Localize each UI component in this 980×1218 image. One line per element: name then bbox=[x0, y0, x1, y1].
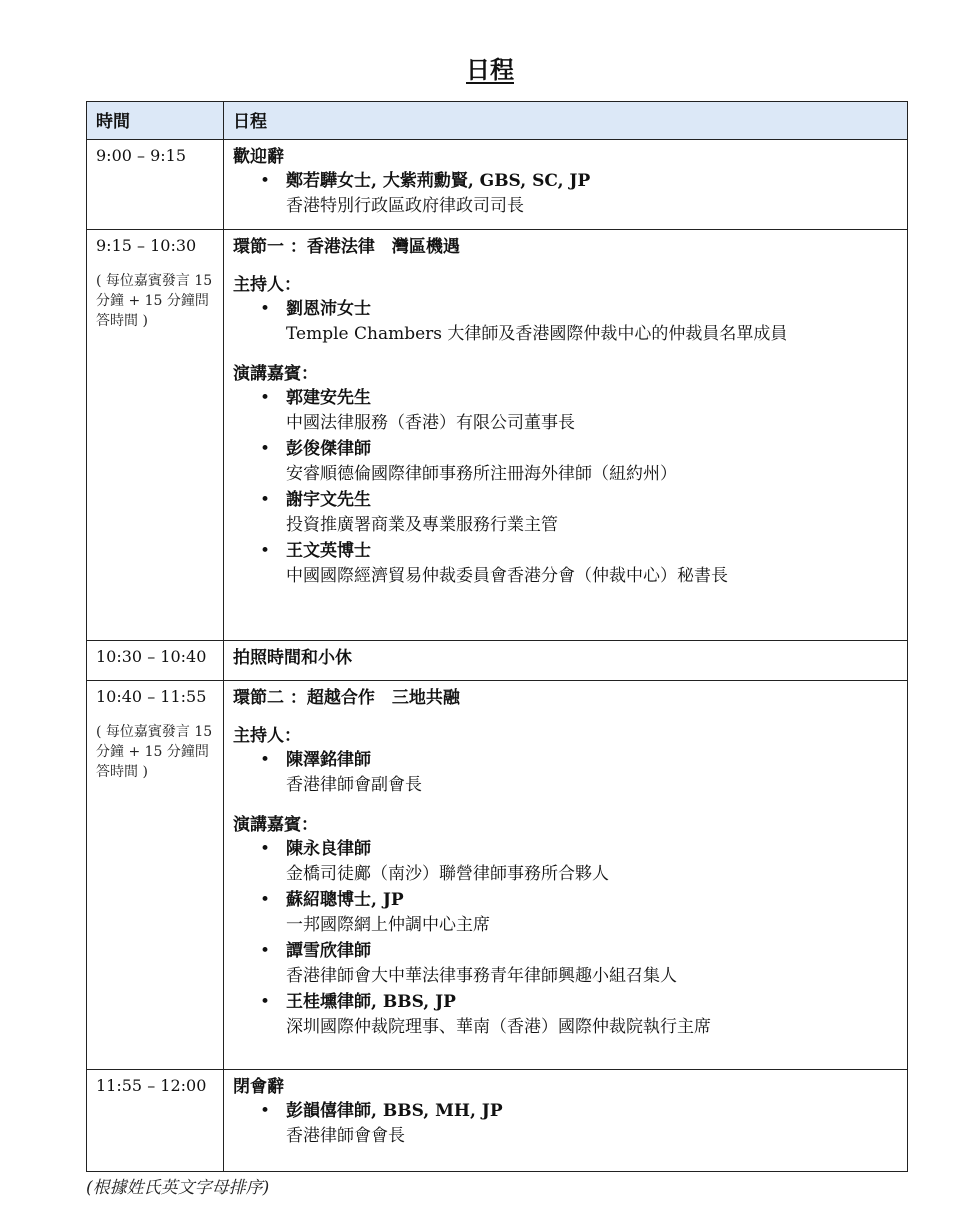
table-header-row bbox=[87, 102, 908, 140]
bullet-icon: • bbox=[260, 171, 271, 191]
bullet-icon: • bbox=[260, 299, 271, 319]
time-cell bbox=[87, 641, 224, 681]
speaker-list bbox=[233, 836, 898, 1040]
host-list bbox=[233, 296, 898, 347]
person-name: 蘇紹聰博士, JP bbox=[286, 890, 404, 910]
table-row bbox=[87, 230, 908, 641]
time-slot: 10:30 – 10:40 bbox=[96, 647, 207, 666]
agenda-cell bbox=[224, 681, 908, 1070]
time-slot: 11:55 – 12:00 bbox=[96, 1076, 207, 1095]
time-slot: 9:00 – 9:15 bbox=[96, 146, 187, 165]
person-name: 鄭若驊女士, 大紫荊勳賢, GBS, SC, JP bbox=[286, 171, 591, 191]
list-item bbox=[233, 747, 898, 798]
agenda-cell bbox=[224, 140, 908, 230]
table-row bbox=[87, 681, 908, 1070]
agenda-cell bbox=[224, 1070, 908, 1172]
person-role: 中國法律服務（香港）有限公司董事長 bbox=[286, 413, 575, 433]
person-role: 香港律師會副會長 bbox=[286, 775, 422, 795]
bullet-icon: • bbox=[260, 1101, 271, 1121]
list-item bbox=[233, 385, 898, 436]
list-item bbox=[233, 296, 898, 347]
bullet-icon: • bbox=[260, 750, 271, 770]
speakers-label: 演講嘉賓： bbox=[233, 815, 318, 835]
time-cell bbox=[87, 230, 224, 641]
person-role: 香港律師會大中華法律事務青年律師興趣小組召集人 bbox=[286, 966, 677, 986]
list-item bbox=[233, 887, 898, 938]
table-row bbox=[87, 1070, 908, 1172]
time-cell bbox=[87, 681, 224, 1070]
bullet-icon: • bbox=[260, 388, 271, 408]
speakers-label: 演講嘉賓： bbox=[233, 364, 318, 384]
host-label: 主持人： bbox=[233, 275, 301, 295]
person-role: 中國國際經濟貿易仲裁委員會香港分會（仲裁中心）秘書長 bbox=[286, 566, 728, 586]
page-title: 日程 bbox=[466, 55, 514, 84]
list-item bbox=[233, 989, 898, 1040]
footnote: (根據姓氏英文字母排序) bbox=[86, 1178, 270, 1198]
person-name: 陳永良律師 bbox=[286, 839, 371, 859]
table-row bbox=[87, 140, 908, 230]
time-slot: 9:15 – 10:30 bbox=[96, 236, 197, 255]
person-role: Temple Chambers 大律師及香港國際仲裁中心的仲裁員名單成員 bbox=[286, 324, 788, 344]
person-role: 一邦國際網上仲調中心主席 bbox=[286, 915, 490, 935]
person-role: 金橋司徒鄺（南沙）聯營律師事務所合夥人 bbox=[286, 864, 609, 884]
people-list bbox=[233, 168, 898, 219]
bullet-icon: • bbox=[260, 439, 271, 459]
person-role: 深圳國際仲裁院理事、華南（香港）國際仲裁院執行主席 bbox=[286, 1017, 711, 1037]
list-item bbox=[233, 436, 898, 487]
host-list bbox=[233, 747, 898, 798]
list-item bbox=[233, 836, 898, 887]
host-label: 主持人： bbox=[233, 726, 301, 746]
person-name: 彭俊傑律師 bbox=[286, 439, 371, 459]
schedule-table bbox=[86, 101, 908, 1172]
list-item bbox=[233, 168, 898, 219]
list-item bbox=[233, 1098, 898, 1149]
bullet-icon: • bbox=[260, 890, 271, 910]
person-name: 王桂壎律師, BBS, JP bbox=[286, 992, 456, 1012]
person-name: 謝宇文先生 bbox=[286, 490, 371, 510]
agenda-cell bbox=[224, 641, 908, 681]
person-name: 劉恩沛女士 bbox=[286, 299, 371, 319]
person-name: 郭建安先生 bbox=[286, 388, 371, 408]
section-title: 歡迎辭 bbox=[233, 147, 284, 167]
person-role: 安睿順德倫國際律師事務所注冊海外律師（紐約州） bbox=[286, 464, 677, 484]
bullet-icon: • bbox=[260, 992, 271, 1012]
people-list bbox=[233, 1098, 898, 1149]
time-cell bbox=[87, 1070, 224, 1172]
list-item bbox=[233, 938, 898, 989]
bullet-icon: • bbox=[260, 541, 271, 561]
time-cell bbox=[87, 140, 224, 230]
bullet-icon: • bbox=[260, 839, 271, 859]
table-row bbox=[87, 641, 908, 681]
time-note: ( 每位嘉賓發言 15 分鐘 + 15 分鐘問答時間 ) bbox=[96, 273, 213, 329]
section-title: 閉會辭 bbox=[233, 1077, 284, 1097]
section-title: 拍照時間和小休 bbox=[233, 648, 352, 668]
section-title: 環節一 ：香港法律 灣區機遇 bbox=[233, 237, 460, 257]
person-name: 陳澤銘律師 bbox=[286, 750, 371, 770]
person-role: 投資推廣署商業及專業服務行業主管 bbox=[286, 515, 558, 535]
time-note: ( 每位嘉賓發言 15 分鐘 + 15 分鐘問答時間 ) bbox=[96, 724, 213, 780]
time-slot: 10:40 – 11:55 bbox=[96, 687, 207, 706]
list-item bbox=[233, 487, 898, 538]
person-name: 譚雪欣律師 bbox=[286, 941, 371, 961]
bullet-icon: • bbox=[260, 490, 271, 510]
person-name: 彭韻僖律師, BBS, MH, JP bbox=[286, 1101, 503, 1121]
list-item bbox=[233, 538, 898, 589]
header-agenda: 日程 bbox=[224, 102, 908, 140]
agenda-cell bbox=[224, 230, 908, 641]
section-title: 環節二 ：超越合作 三地共融 bbox=[233, 688, 460, 708]
person-role: 香港特別行政區政府律政司司長 bbox=[286, 196, 524, 216]
person-name: 王文英博士 bbox=[286, 541, 371, 561]
person-role: 香港律師會會長 bbox=[286, 1126, 405, 1146]
speaker-list bbox=[233, 385, 898, 589]
bullet-icon: • bbox=[260, 941, 271, 961]
header-time: 時間 bbox=[87, 102, 224, 140]
